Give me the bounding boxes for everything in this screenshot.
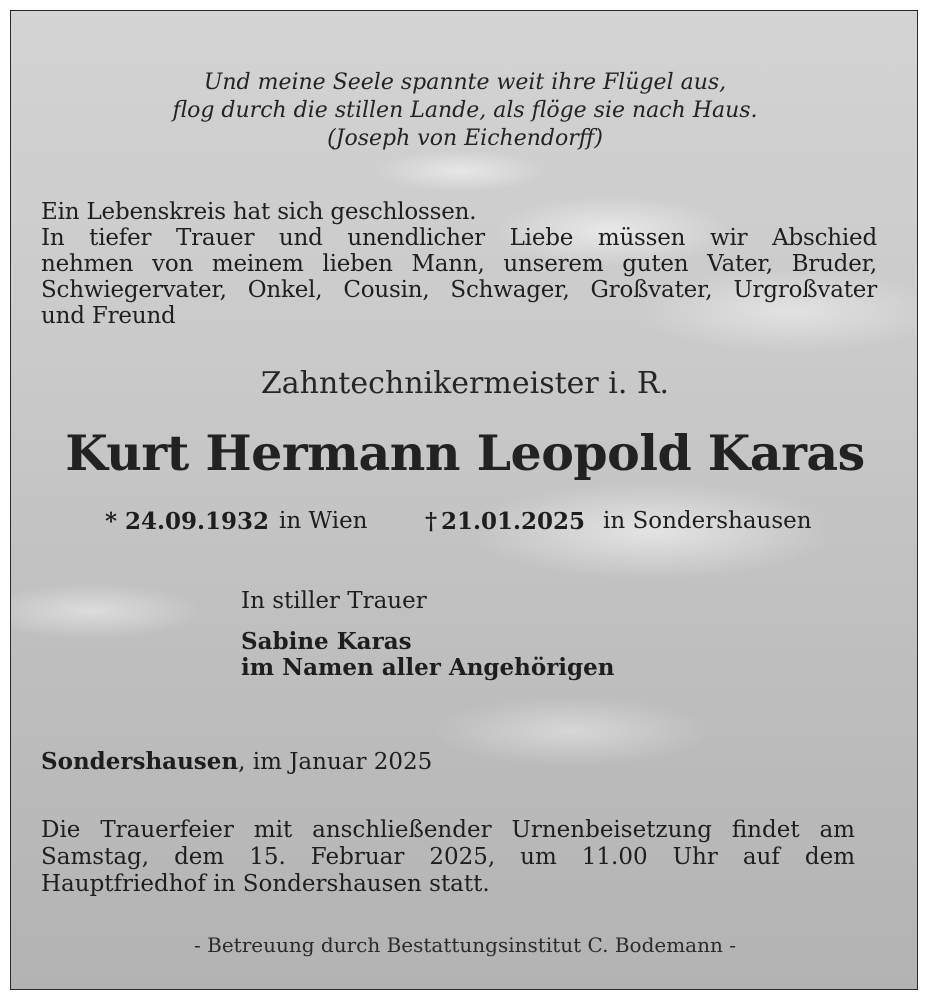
mourners-heading: In stiller Trauer bbox=[241, 588, 427, 614]
intro-line-5: und Freund bbox=[41, 303, 176, 329]
quote-line-1: Und meine Seele spannte weit ihre Flügel aus, bbox=[203, 70, 727, 95]
birth-symbol: * bbox=[105, 508, 118, 535]
deceased-name: Kurt Hermann Leopold Karas bbox=[65, 424, 865, 482]
ceremony-line-2: Samstag, dem 15. Februar 2025, um 11.00 Uhr auf dem bbox=[41, 844, 855, 870]
obituary-notice bbox=[10, 10, 918, 990]
death-date: 21.01.2025 bbox=[441, 508, 586, 535]
ceremony-line-1: Die Trauerfeier mit anschließender Urnenbeisetzung findet am bbox=[41, 817, 855, 843]
quote-author: (Joseph von Eichendorff) bbox=[327, 126, 603, 151]
intro-line-1: Ein Lebenskreis hat sich geschlossen. bbox=[41, 199, 477, 225]
mourner-name: Sabine Karas bbox=[241, 628, 412, 655]
intro-line-2: In tiefer Trauer und unendlicher Liebe müssen wir Abschied bbox=[41, 225, 877, 251]
birth-date: 24.09.1932 bbox=[125, 508, 270, 535]
funeral-service-note: - Betreuung durch Bestattungsinstitut C. Bodemann - bbox=[194, 933, 736, 957]
ceremony-line-3: Hauptfriedhof in Sondershausen statt. bbox=[41, 871, 490, 897]
quote-line-2: flog durch die stillen Lande, als flöge sie nach Haus. bbox=[172, 98, 758, 123]
intro-line-4: Schwiegervater, Onkel, Cousin, Schwager, Großvater, Urgroßvater bbox=[41, 277, 877, 303]
ceremony-text bbox=[41, 817, 855, 898]
closing-line bbox=[41, 748, 432, 775]
mourner-family: im Namen aller Angehörigen bbox=[241, 654, 615, 681]
life-dates bbox=[11, 508, 918, 538]
death-symbol: † bbox=[425, 508, 438, 535]
intro-text bbox=[41, 199, 877, 329]
birth-place: in Wien bbox=[279, 508, 368, 534]
deceased-title: Zahntechnikermeister i. R. bbox=[260, 366, 670, 401]
death-place: in Sondershausen bbox=[603, 508, 812, 534]
closing-date: , im Januar 2025 bbox=[238, 749, 433, 775]
closing-place: Sondershausen bbox=[41, 748, 239, 775]
intro-line-3: nehmen von meinem lieben Mann, unserem guten Vater, Bruder, bbox=[41, 251, 877, 277]
